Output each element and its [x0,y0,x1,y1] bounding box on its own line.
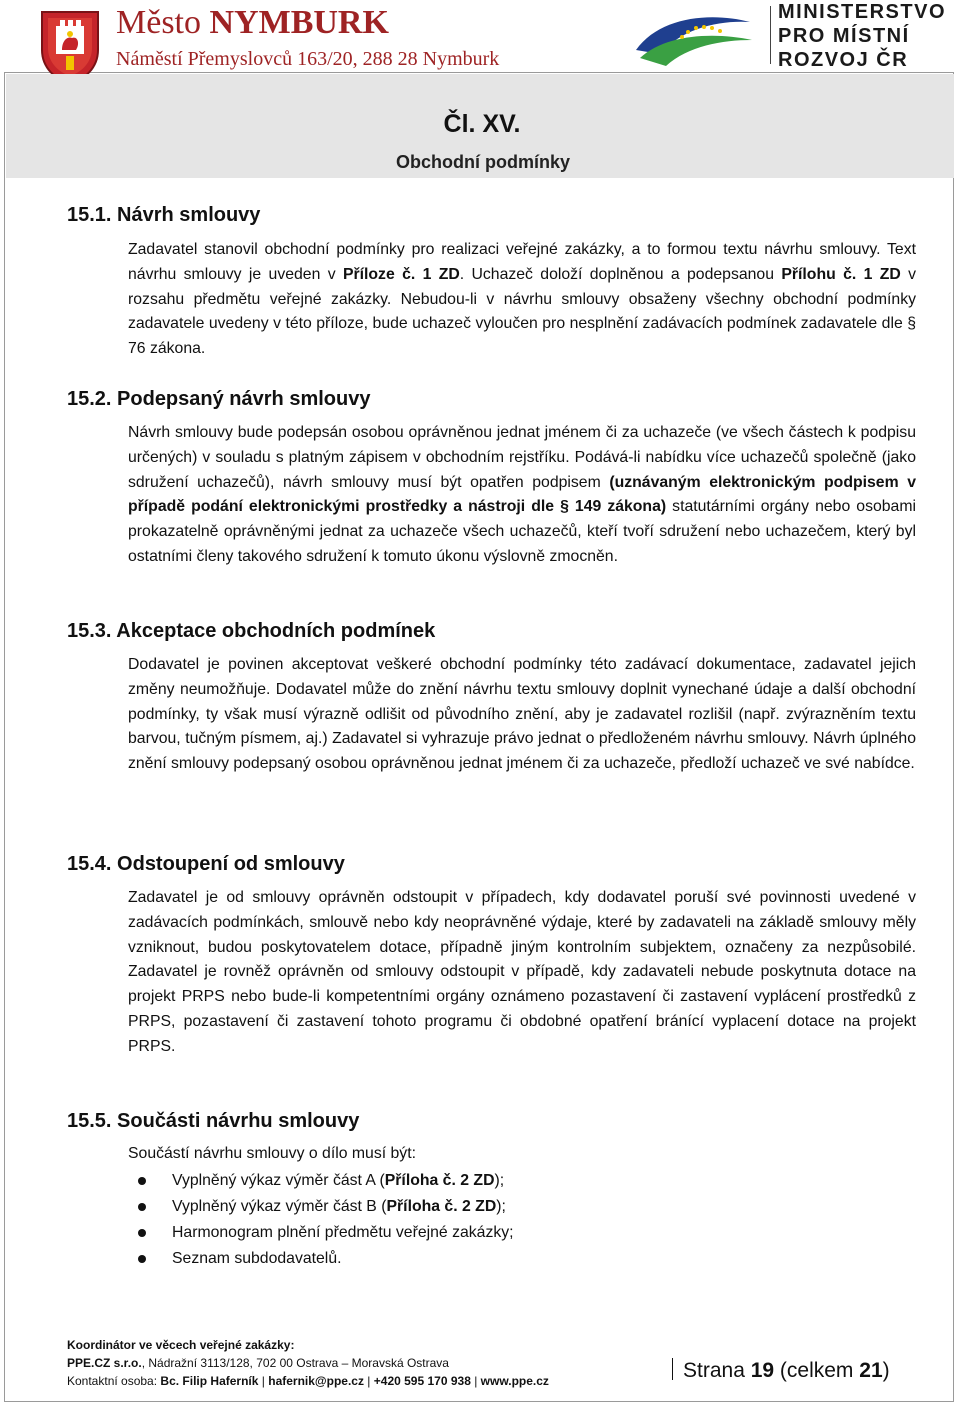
page-number: Strana 19 (celkem 21) [672,1358,890,1383]
coordinator-label: Koordinátor ve věcech veřejné zakázky: [67,1338,295,1352]
section-heading-15-1: 15.1. Návrh smlouvy [67,204,261,226]
list-item: Harmonogram plnění předmětu veřejné zakázky; [128,1220,828,1246]
section-heading-15-3: 15.3. Akceptace obchodních podmínek [67,620,436,642]
list-item: Vyplněný výkaz výměr část A (Příloha č. 2 ZD); [128,1168,828,1194]
town-address: Náměstí Přemyslovců 163/20, 288 28 Nymburk [116,48,500,70]
contact-phone: +420 595 170 938 [373,1374,471,1388]
list-item: Seznam subdodavatelů. [128,1246,828,1272]
section-text-15-5: Součástí návrhu smlouvy o dílo musí být: [128,1145,416,1162]
company-name: PPE.CZ s.r.o. [67,1356,142,1370]
contact-web-link[interactable]: www.ppe.cz [480,1374,549,1388]
component-list [128,1168,828,1272]
ministry-logo-text: MINISTERSTVO PRO MÍSTNÍ ROZVOJ ČR [778,1,947,71]
eu-swoosh-logo-icon [630,10,756,70]
contact-email[interactable]: hafernik@ppe.cz [268,1374,364,1388]
town-name: Město NYMBURK [116,4,389,41]
company-address: , Nádražní 3113/128, 702 00 Ostrava – Moravská Ostrava [141,1356,449,1370]
footer: Koordinátor ve věcech veřejné zakázky: PPE.CZ s.r.o., Nádražní 3113/128, 702 00 Ostrava – Moravská Ostrava Kontaktní osoba: Bc. Filip Haferník | hafernik@ppe.cz | +420 595 170 938 | www.ppe.cz [67,1338,549,1388]
section-heading-15-5: 15.5. Součásti návrhu smlouvy [67,1110,360,1132]
section-heading-15-4: 15.4. Odstoupení od smlouvy [67,853,345,875]
section-heading-15-2: 15.2. Podepsaný návrh smlouvy [67,388,371,410]
section-text-15-3: Dodavatel je povinen akceptovat veškeré obchodní podmínky této zadávací dokumentace, zadavatel jejich změny neumožňuje. Dodavatel může do znění návrhu textu smlouvy doplnit vynechané údaje a další obchodní podmínky, ty však musí výrazně odlišit od původního znění, aby je zadavatel rozlišil (např. zvýrazněním textu barvou, tučným písmem, aj.) Zadavatel si vyhrazuje právo jednat o předloženém návrhu smlouvy. Návrh úplného znění smlouvy podepsaný osobou oprávněnou jednat jménem či za uchazeče, předloží uchazeč ve své nabídce. [128,656,916,773]
section-text-15-4: Zadavatel je od smlouvy oprávněn odstoupit v případech, kdy dodavatel poruší své povinnosti uvedené v zadávacích podmínkách, smlouvě nebo kdy neoprávněné výdaje, které by zadavateli na základě smlouvy měly vzniknout, budou poskytovatelem dotace, případně jiným kontrolním subjektem, označeny za nezpůsobilé. Zadavatel je rovněž oprávněn od smlouvy odstoupit v případě, kdy zadavateli nebude poskytnuta dotace na projekt PRPS nebo bude-li kompetentními orgány oznámeno pozastavení či zastavení vyplácení prostředků z PRPS, pozastavení či zastavení tohoto programu či obdobné opatření bránící vyplacení dotace na projekt PRPS. [128,889,916,1055]
list-item: Vyplněný výkaz výměr část B (Příloha č. 2 ZD); [128,1194,828,1220]
article-title: Čl. XV. [443,110,521,138]
section-text-15-2: Návrh smlouvy bude podepsán osobou oprávněnou jednat jménem či za uchazeče (ve všech částech k podpisu určených) v souladu s platným zápisem v obchodním rejstříku. Podává-li nabídku více uchazečů společně (jako sdružení uchazečů), návrh smlouvy musí být opatřen podpisem (uznávaným elektronickým podpisem v případě podání elektronickými prostředky a nástroji dle § 149 zákona) statutárními orgány nebo osobami prokazatelně oprávněnými jednat za uchazeče všech uchazečů, kteří tvoří sdružení nebo uchazečem, který byl ostatními členy takového sdružení k tomuto úkonu výslovně zmocněn. [128,424,916,565]
page-number-divider [672,1358,673,1380]
article-subtitle: Obchodní podmínky [396,152,570,172]
section-text-15-1: Zadavatel stanovil obchodní podmínky pro realizaci veřejné zakázky, a to formou textu návrhu smlouvy. Text návrhu smlouvy je uveden v Příloze č. 1 ZD. Uchazeč doloží doplněnou a podepsanou Přílohu č. 1 ZD v rozsahu předmětu veřejné zakázky. Nebudou-li v návrhu smlouvy obsaženy všechny obchodní podmínky zadavatele uvedeny v této příloze, bude uchazeč vyloučen pro nesplnění zadávacích podmínek zadavatele dle § 76 zákona. [128,241,916,358]
ministry-divider [770,6,771,64]
contact-name: Bc. Filip Haferník [160,1374,259,1388]
